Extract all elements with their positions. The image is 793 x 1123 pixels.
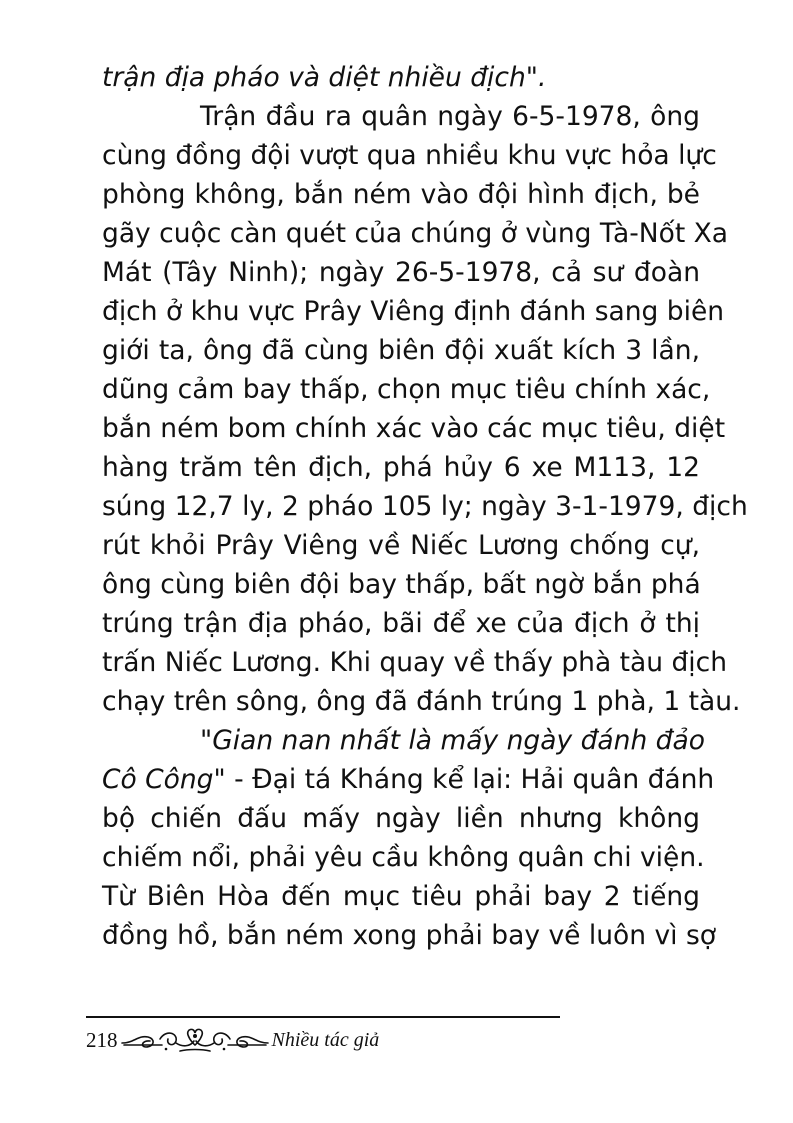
quote-text: Cô Công" — [102, 764, 226, 795]
text-line: địch ở khu vực Prây Viêng định đánh sang biên — [102, 296, 725, 327]
text-line: đồng hồ, bắn ném xong phải bay về luôn vì sợ — [102, 920, 716, 951]
text-line: Từ Biên Hòa đến mục tiêu phải bay 2 tiếng — [102, 881, 700, 912]
text-line: giới ta, ông đã cùng biên đội xuất kích 3 lần, — [102, 335, 700, 366]
text-line: ông cùng biên đội bay thấp, bất ngờ bắn phá — [102, 569, 701, 600]
text-line: chạy trên sông, ông đã đánh trúng 1 phà, 1 tàu. — [102, 686, 741, 717]
author-name: Nhiều tác giả — [271, 1028, 380, 1051]
text-line: bộ chiến đấu mấy ngày liền nhưng không — [102, 803, 700, 834]
text-line: Mát (Tây Ninh); ngày 26-5-1978, cả sư đoàn — [102, 257, 700, 288]
text-line: trấn Niếc Lương. Khi quay về thấy phà tàu địch — [102, 647, 728, 678]
text-line: gãy cuộc càn quét của chúng ở vùng Tà-Nốt Xa — [102, 218, 729, 249]
text-line: chiếm nổi, phải yêu cầu không quân chi viện. — [102, 842, 705, 873]
text-line — [102, 721, 705, 760]
floral-ornament-icon — [120, 1025, 270, 1055]
page-body — [102, 58, 748, 955]
text-line — [102, 760, 715, 799]
text-line: dũng cảm bay thấp, chọn mục tiêu chính xác, — [102, 374, 711, 405]
text-span: - Đại tá Kháng kể lại: Hải quân đánh — [225, 764, 715, 795]
paragraph-1 — [102, 58, 748, 721]
text-line: súng 12,7 ly, 2 pháo 105 ly; ngày 3-1-1979, địch — [102, 491, 748, 522]
page-number: 218 — [86, 1027, 118, 1052]
quote-text: "Gian nan nhất là mấy ngày đánh đảo — [200, 725, 705, 756]
text-line: phòng không, bắn ném vào đội hình địch, bẻ — [102, 179, 700, 210]
text-line: bắn ném bom chính xác vào các mục tiêu, diệt — [102, 413, 726, 444]
footer-divider — [86, 1016, 560, 1018]
text-line: Trận đầu ra quân ngày 6-5-1978, ông — [200, 101, 700, 132]
text-line: rút khỏi Prây Viêng về Niếc Lương chống cự, — [102, 530, 700, 561]
footer-row — [86, 1025, 379, 1055]
text-line: trúng trận địa pháo, bãi để xe của địch ở thị — [102, 608, 700, 639]
text-line: trận địa pháo và diệt nhiều địch". — [102, 62, 547, 93]
paragraph-2 — [102, 721, 716, 955]
text-line: cùng đồng đội vượt qua nhiều khu vực hỏa lực — [102, 140, 717, 171]
text-line: hàng trăm tên địch, phá hủy 6 xe M113, 12 — [102, 452, 700, 483]
